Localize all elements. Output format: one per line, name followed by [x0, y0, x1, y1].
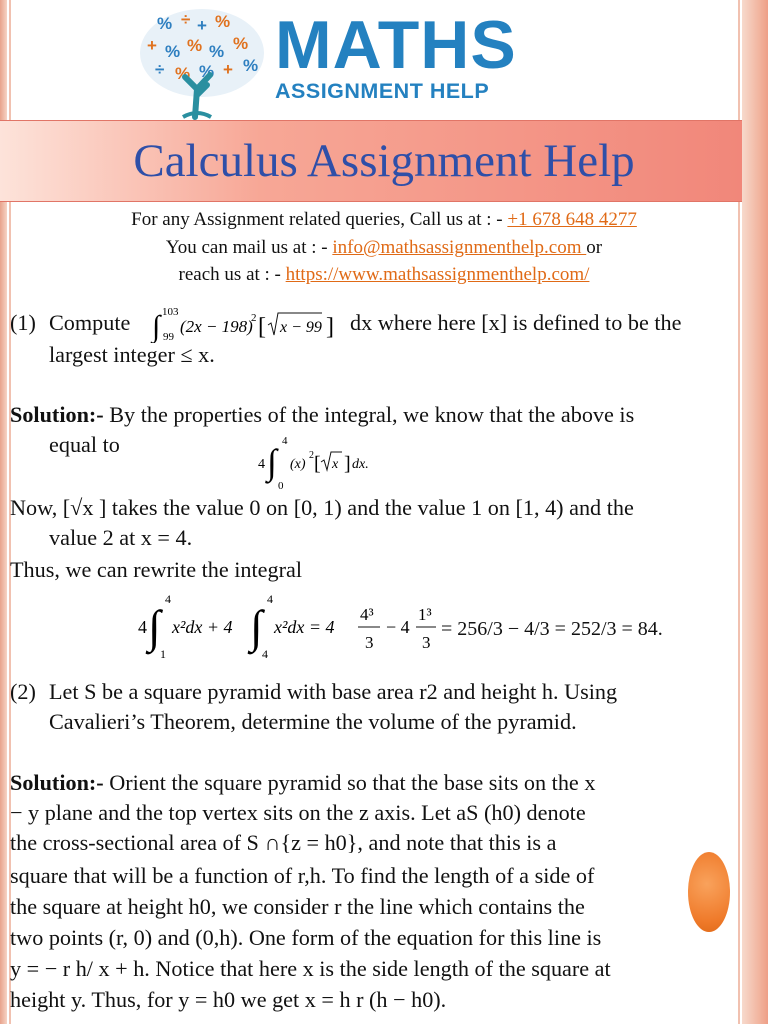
solution-2-line-1 — [10, 768, 595, 798]
contact-email-line — [0, 236, 768, 260]
svg-text:%: % — [209, 42, 225, 61]
minus-four: − 4 — [386, 617, 410, 637]
solution-2-label: Solution:- — [10, 770, 104, 795]
int4-body: x²dx = 4 — [274, 617, 335, 637]
int2-coef: 4 — [258, 457, 265, 472]
decorative-orange-oval — [688, 852, 730, 932]
solution-2-line-4: square that will be a function of r,h. To find the length of a side of — [10, 863, 595, 888]
problem-2-line2: Cavalieri’s Theorem, determine the volume of the pyramid. — [49, 709, 577, 734]
svg-text:%: % — [187, 36, 203, 55]
logo-subtitle: ASSIGNMENT HELP — [275, 79, 490, 103]
website-link[interactable]: https://www.mathsassignmenthelp.com/ — [285, 264, 590, 285]
svg-text:]: ] — [326, 314, 334, 340]
contact-website-line — [0, 263, 768, 287]
int1-root: x − 99 — [280, 319, 322, 336]
svg-text:%: % — [199, 62, 215, 81]
svg-text:÷: ÷ — [181, 10, 191, 29]
svg-text:%: % — [175, 64, 191, 83]
brand-logo — [135, 5, 635, 120]
solution-1-text1: By the properties of the integral, we know that the above is — [103, 402, 635, 427]
solution-1-label: Solution:- — [10, 402, 104, 427]
svg-text:%: % — [243, 56, 259, 75]
solution-2-line-8: height y. Thus, for y = h0 we get x = h r (h − h0). — [10, 987, 447, 1012]
problem-2-line1: Let S be a square pyramid with base area r2 and height h. Using — [49, 679, 618, 704]
int1-square: 2 — [251, 312, 257, 324]
frac1-num: 4³ — [360, 605, 374, 624]
contact-website-prefix: reach us at : - — [178, 264, 286, 285]
contact-email-prefix: You can mail us at : - — [165, 237, 333, 258]
solution-2-line-6: two points (r, 0) and (0,h). One form of the equation for this line is — [10, 925, 602, 950]
solution-2-line-2: − y plane and the top vertex sits on the z axis. Let aS (h0) denote — [10, 800, 586, 825]
int1-lower: 99 — [163, 331, 174, 343]
svg-text:%: % — [233, 34, 249, 53]
problem-1-text: dx where here [x] is defined to be the — [350, 310, 682, 335]
contact-phone-line — [0, 208, 768, 232]
solution-1-text4: value 2 at x = 4. — [49, 525, 193, 550]
problem-1-integral-equation — [150, 303, 345, 343]
svg-text:∫: ∫ — [267, 442, 277, 482]
svg-text:+: + — [223, 60, 233, 79]
svg-text:+: + — [197, 16, 207, 35]
solution-1-text2: equal to — [49, 432, 120, 457]
frac2-den: 3 — [422, 633, 431, 652]
frac2-num: 1³ — [418, 605, 432, 624]
svg-text:∫: ∫ — [148, 601, 161, 652]
phone-link[interactable]: +1 678 648 4277 — [507, 209, 637, 230]
int2-body: (x) — [290, 457, 306, 472]
solution-1-paragraph — [10, 400, 634, 430]
solution-2-line-1-text: Orient the square pyramid so that the base sits on the x — [103, 770, 596, 795]
email-link[interactable]: info@mathsassignmenthelp.com — [332, 237, 587, 258]
logo-title: MATHS — [275, 7, 517, 83]
svg-text:[: [ — [314, 453, 321, 475]
logo-tree-icon — [135, 5, 270, 120]
solution-1-text3: Now, [√x ] takes the value 0 on [0, 1) and the value 1 on [1, 4) and the — [10, 495, 634, 520]
solution-1-rewrite-equation — [138, 588, 468, 663]
contact-email-suffix: or — [586, 237, 603, 258]
int3-lower: 1 — [160, 647, 166, 661]
problem-1-number: (1) — [10, 310, 36, 335]
contact-phone-prefix: For any Assignment related queries, Call us at : - — [131, 209, 508, 230]
int3-upper: 4 — [165, 592, 171, 606]
int2-dx: dx. — [352, 457, 369, 472]
int3-coef: 4 — [138, 617, 147, 637]
svg-text:[: [ — [258, 314, 266, 340]
int1-upper: 103 — [162, 306, 179, 318]
svg-text:%: % — [157, 14, 173, 33]
svg-text:]: ] — [344, 453, 351, 475]
svg-text:%: % — [215, 12, 231, 31]
solution-1-text5: Thus, we can rewrite the integral — [10, 557, 303, 582]
problem-2-number: (2) — [10, 679, 36, 704]
int1-body: (2x − 198) — [180, 317, 253, 336]
int3-body: x²dx + 4 — [172, 617, 233, 637]
problem-1-compute: Compute — [49, 310, 131, 335]
svg-text:+: + — [147, 36, 157, 55]
page-title: Calculus Assignment Help — [133, 135, 635, 187]
svg-text:∫: ∫ — [152, 310, 161, 343]
int2-square: 2 — [309, 450, 314, 461]
solution-2-line-3: the cross-sectional area of S ∩{z = h0}, and note that this is a — [10, 830, 557, 855]
solution-1-result: = 256/3 − 4/3 = 252/3 = 84. — [441, 618, 663, 640]
int2-lower: 0 — [278, 480, 284, 492]
frac1-den: 3 — [365, 633, 374, 652]
solution-1-integral-equation — [258, 432, 388, 492]
int4-upper: 4 — [267, 592, 273, 606]
problem-1-text-line2: largest integer ≤ x. — [49, 342, 215, 367]
int4-lower: 4 — [262, 647, 268, 661]
solution-2-line-7: y = − r h/ x + h. Notice that here x is the side length of the square at — [10, 956, 611, 981]
svg-text:∫: ∫ — [250, 601, 263, 652]
solution-2-line-5: the square at height h0, we consider r the line which contains the — [10, 894, 585, 919]
svg-text:%: % — [165, 42, 181, 61]
int2-upper: 4 — [282, 435, 288, 447]
int2-root: x — [332, 457, 339, 472]
svg-text:÷: ÷ — [155, 60, 165, 79]
